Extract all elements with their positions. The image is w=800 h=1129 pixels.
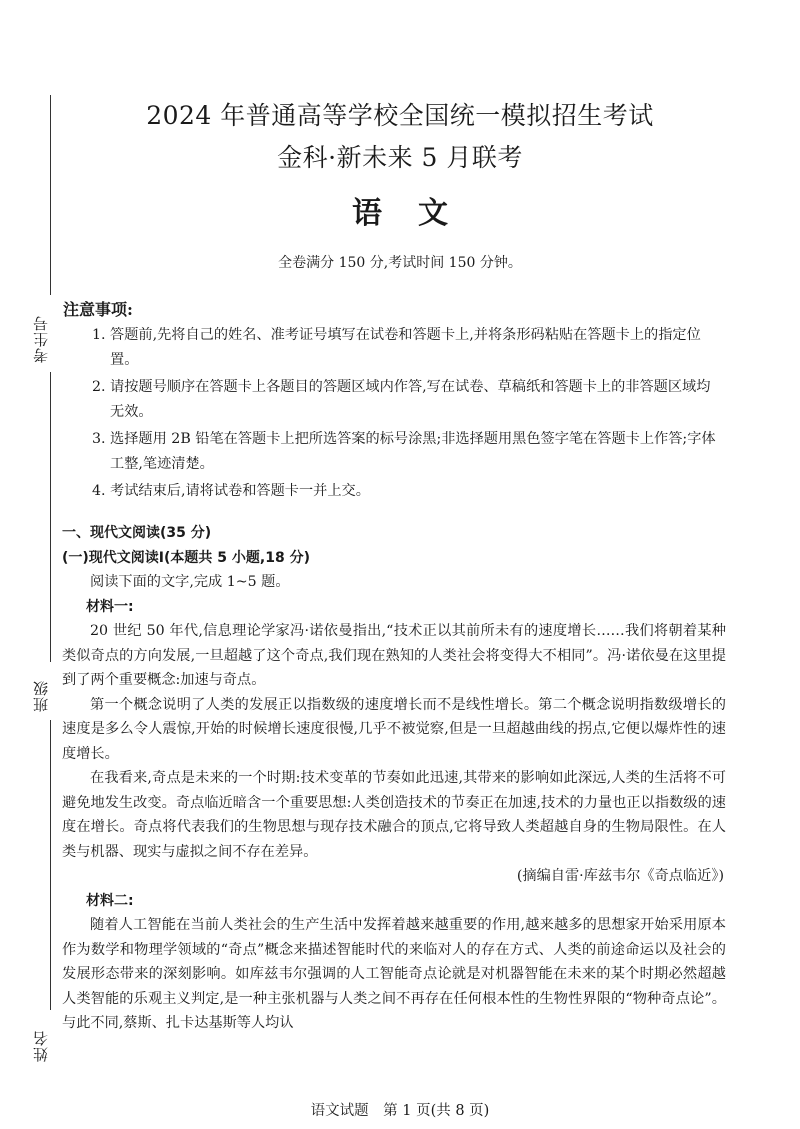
notice-item: 3. 选择题用 2B 铅笔在答题卡上把所选答案的标号涂黑;非选择题用黑色签字笔在答题卡上作答;字体工整,笔迹清楚。: [92, 431, 716, 472]
margin-line-2: [50, 372, 51, 662]
notice-heading: 注意事项:: [63, 300, 133, 319]
exam-subtitle: 金科·新未来 5 月联考: [277, 143, 523, 172]
name-label: 姓名: [32, 1030, 50, 1062]
material1-paragraph: 20 世纪 50 年代,信息理论学家冯·诺依曼指出,“技术正以其前所未有的速度增长……我们将朝着某种类似奇点的方向发展,一旦超越了这个奇点,我们现在熟知的人类社会将变得大不相同”。冯·诺依曼在这里提到了两个重要概念:加速与奇点。: [62, 623, 726, 688]
notice-item: 1. 答题前,先将自己的姓名、准考证号填写在试卷和答题卡上,并将条形码粘贴在答题卡上的指定位置。: [92, 327, 701, 368]
material1-label: 材料一:: [86, 598, 134, 615]
sub-section-heading: (一)现代文阅读Ⅰ(本题共 5 小题,18 分): [62, 549, 310, 566]
notice-item: 2. 请按题号顺序在答题卡上各题目的答题区域内作答,写在试卷、草稿纸和答题卡上的非答题区域均无效。: [92, 379, 711, 420]
notice-item: 4. 考试结束后,请将试卷和答题卡一并上交。: [92, 483, 370, 499]
margin-line-3: [50, 720, 51, 1010]
material1-paragraph: 在我看来,奇点是未来的一个时期:技术变革的节奏如此迅速,其带来的影响如此深远,人类的生活将不可避免地发生改变。奇点临近暗含一个重要思想:人类创造技术的节奏正在加速,技术的力量也正以指数级的速度在增长。奇点将代表我们的生物思想与现存技术融合的顶点,它将导致人类超越自身的生物局限性。在人类与机器、现实与虚拟之间不存在差异。: [62, 770, 726, 860]
exam-title: 2024 年普通高等学校全国统一模拟招生考试: [146, 101, 654, 130]
class-label: 班级: [32, 680, 50, 712]
exam-id-label: 考生号: [32, 315, 50, 363]
notice-list: [92, 323, 722, 507]
reading-section: [62, 521, 726, 1036]
material1-paragraph: 第一个概念说明了人类的发展正以指数级的速度增长而不是线性增长。第二个概念说明指数级增长的速度是多么令人震惊,开始的时候增长速度很慢,几乎不被觉察,但是一旦超越曲线的拐点,它便以爆炸性的速度增长。: [62, 696, 726, 762]
score-note: 全卷满分 150 分,考试时间 150 分钟。: [278, 255, 522, 271]
instruction: 阅读下面的文字,完成 1~5 题。: [90, 574, 290, 590]
material2-label: 材料二:: [86, 892, 134, 909]
section-heading: 一、现代文阅读(35 分): [62, 525, 212, 541]
material1-source: (摘编自雷·库兹韦尔《奇点临近》): [516, 868, 724, 884]
page-footer: 语文试题 第 1 页(共 8 页): [310, 1103, 490, 1119]
material2-paragraph: 随着人工智能在当前人类社会的生产生活中发挥着越来越重要的作用,越来越多的思想家开始采用原本作为数学和物理学领域的“奇点”概念来描述智能时代的来临对人的存在方式、人类的前途命运以及社会的发展形态带来的深刻影响。如库兹韦尔强调的人工智能奇点论就是对机器智能在未来的某个时期必然超越人类智能的乐观主义判定,是一种主张机器与人类之间不再存在任何根本性的生物性界限的“物种奇点论”。与此不同,蔡斯、扎卡达基斯等人均认: [62, 917, 726, 1031]
subject-title: 语文: [352, 196, 484, 231]
